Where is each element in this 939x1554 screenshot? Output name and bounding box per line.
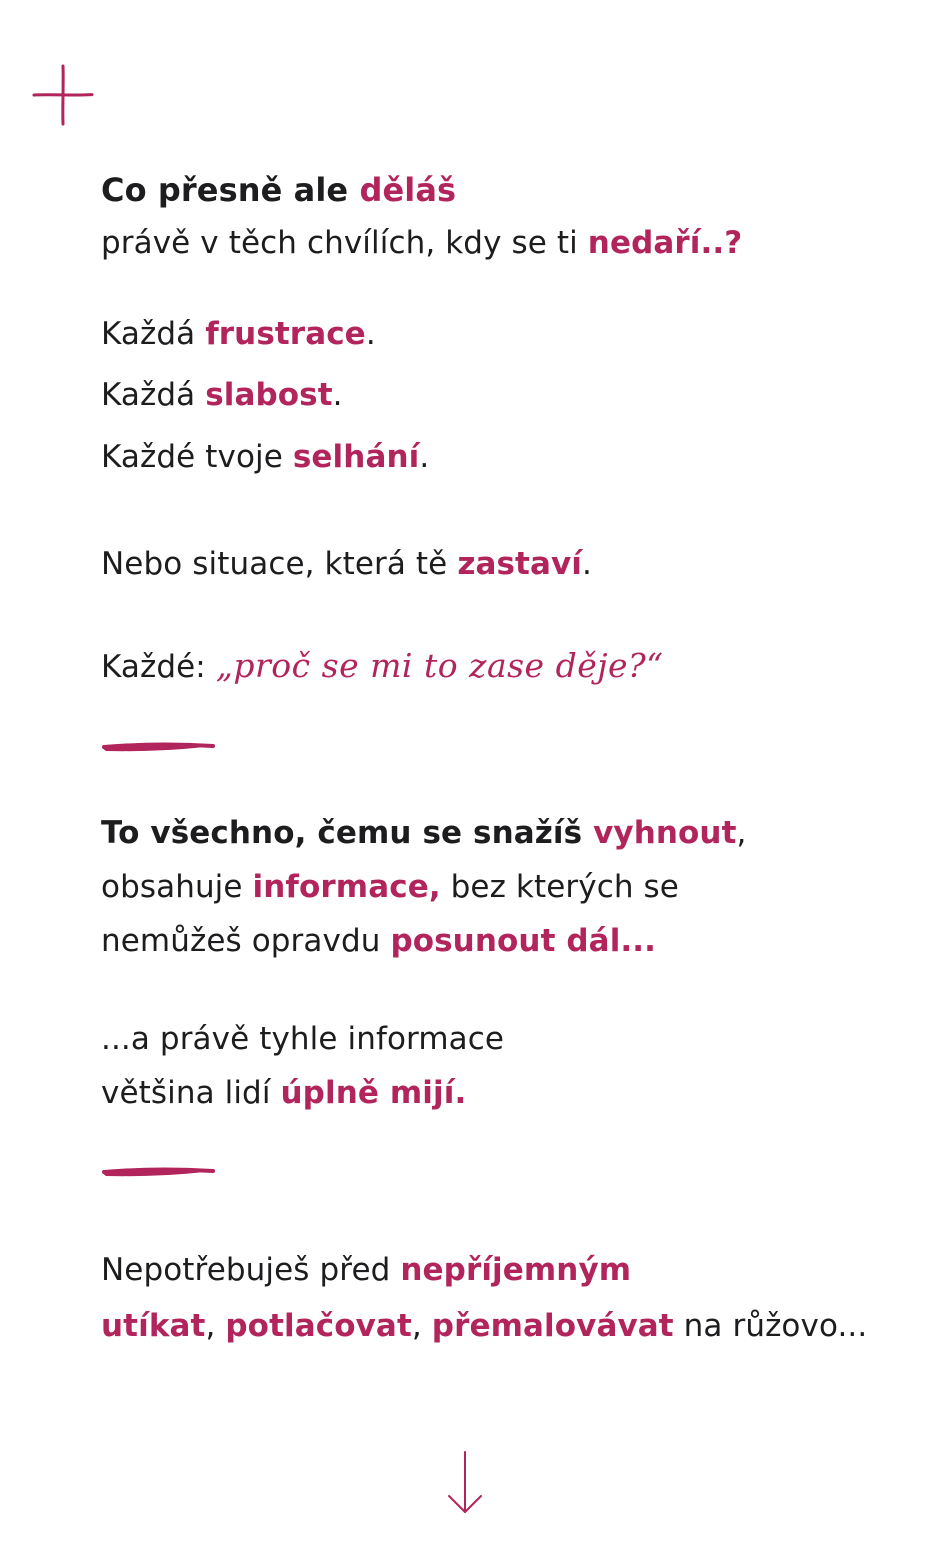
list-accent: frustrace	[205, 316, 366, 352]
block2-line-2	[101, 867, 679, 907]
quote-label: Každé:	[101, 649, 216, 685]
block3-accent: úplně mijí.	[280, 1075, 467, 1111]
block4-accent: přemalovávat	[431, 1308, 674, 1344]
block2-accent: posunout dál...	[390, 923, 657, 959]
situation-punct: .	[582, 546, 592, 582]
list-punct: .	[332, 377, 343, 413]
heading-line-1	[101, 170, 456, 210]
list-punct: .	[419, 439, 430, 475]
situation-text: Nebo situace, která tě	[101, 546, 458, 582]
list-text: Každé tvoje	[101, 439, 293, 475]
block2-line-3	[101, 921, 656, 961]
list-accent: selhání	[292, 439, 420, 475]
plus-sparkle-icon	[32, 64, 94, 126]
block4-accent: potlačovat	[225, 1308, 412, 1344]
heading-text: Co přesně ale	[101, 171, 360, 209]
block4-line-2	[101, 1306, 867, 1346]
quote-script: „proč se mi to zase děje?“	[215, 646, 664, 685]
heading-accent: děláš	[359, 171, 457, 209]
block2-accent: vyhnout	[593, 815, 737, 851]
block4-punct: ,	[205, 1308, 226, 1344]
block4-accent: utíkat	[101, 1308, 206, 1344]
heading-line-2	[101, 223, 742, 263]
list-accent: slabost	[205, 377, 333, 413]
block4-text: na růžovo...	[673, 1308, 868, 1344]
situation-line	[101, 544, 592, 584]
block4-punct: ,	[411, 1308, 432, 1344]
block3-text: většina lidí	[101, 1075, 281, 1111]
block2-punct: ,	[736, 815, 747, 851]
block4-text: Nepotřebuješ před	[101, 1252, 401, 1288]
list-text: Každá	[101, 316, 206, 352]
block2-text: obsahuje	[101, 869, 253, 905]
situation-accent: zastaví	[457, 546, 582, 582]
heading-subtext: právě v těch chvílích, kdy se ti	[101, 225, 588, 261]
block3-line-1	[101, 1019, 504, 1059]
block3-text: ...a právě tyhle informace	[101, 1021, 505, 1057]
list-item-selhani	[101, 437, 429, 477]
list-item-frustrace	[101, 314, 376, 354]
quote-line	[101, 646, 664, 687]
brush-stroke-icon	[100, 738, 216, 756]
block4-line-1	[101, 1250, 631, 1290]
block2-line-1	[101, 813, 747, 853]
block4-accent: nepříjemným	[400, 1252, 632, 1288]
block2-accent: informace,	[252, 869, 441, 905]
heading-subaccent: nedaří..?	[587, 225, 743, 261]
block3-line-2	[101, 1073, 466, 1113]
block2-text: bez kterých se	[440, 869, 679, 905]
list-punct: .	[365, 316, 376, 352]
block2-text: To všechno, čemu se snažíš	[101, 815, 594, 851]
brush-stroke-icon	[100, 1163, 216, 1181]
block2-text: nemůžeš opravdu	[101, 923, 391, 959]
list-text: Každá	[101, 377, 206, 413]
list-item-slabost	[101, 375, 343, 415]
arrow-down-icon[interactable]	[447, 1450, 483, 1516]
